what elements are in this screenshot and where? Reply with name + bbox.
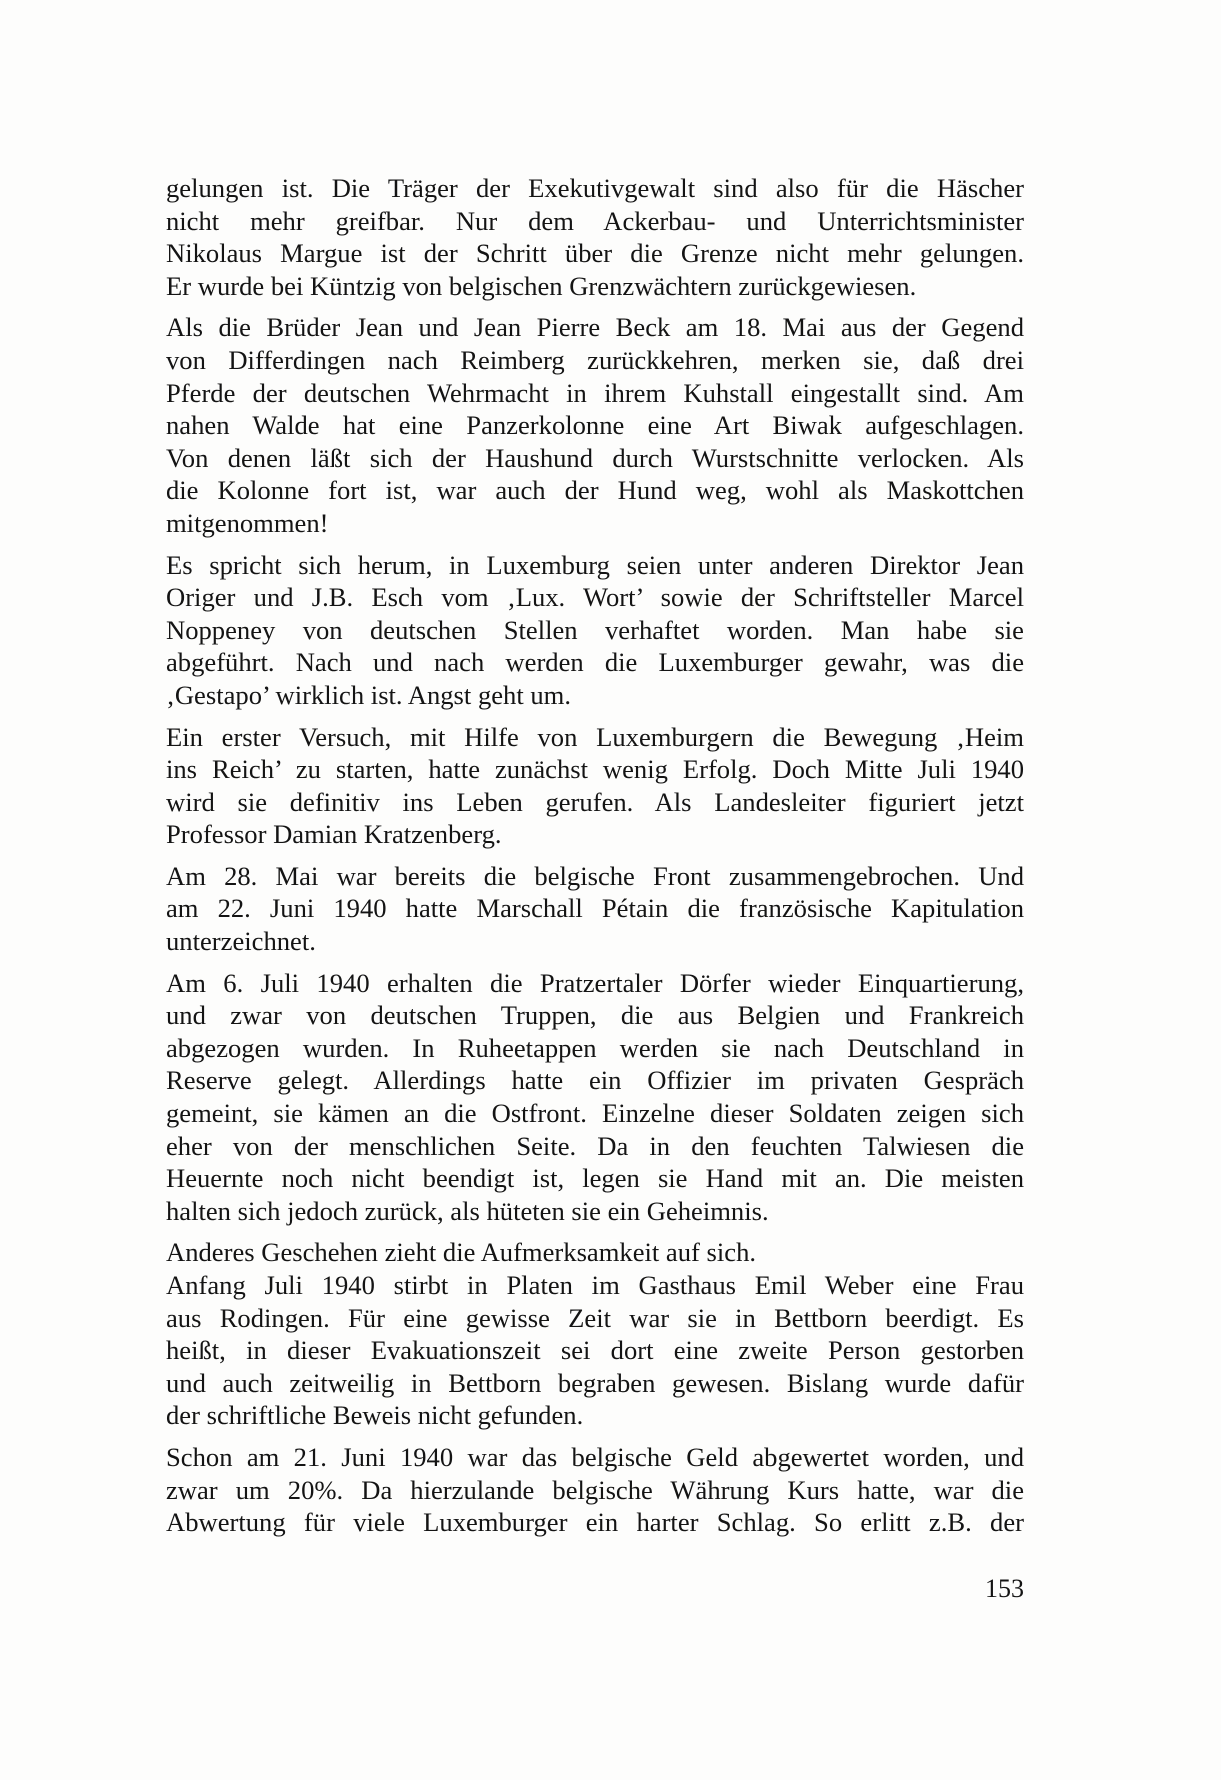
paragraph <box>166 549 1024 712</box>
paragraph <box>166 721 1024 851</box>
text-line: Es spricht sich herum, in Luxemburg seien unter anderen Direktor Jean <box>166 549 1024 580</box>
text-line: Am 6. Juli 1940 erhalten die Pratzertaler Dörfer wieder Einquartierung, <box>166 967 1024 998</box>
text-line: gelungen ist. Die Träger der Exekutivgewalt sind also für die Häscher <box>166 173 1024 203</box>
text-line: Schon am 21. Juni 1940 war das belgische Geld abgewertet worden, und <box>166 1441 1024 1472</box>
text-line: Pferde der deutschen Wehrmacht in ihrem Kuhstall eingestallt sind. Am <box>166 377 1024 408</box>
paragraph <box>166 860 1024 958</box>
text-line: nahen Walde hat eine Panzerkolonne eine Art Biwak aufgeschlagen. <box>166 410 1024 441</box>
text-line: Reserve gelegt. Allerdings hatte ein Offizier im privaten Gespräch <box>166 1065 1024 1096</box>
text-line: und auch zeitweilig in Bettborn begraben gewesen. Bislang wurde dafür <box>166 1367 1024 1398</box>
paragraph <box>166 967 1024 1228</box>
paragraph <box>166 1269 1024 1432</box>
text-line: der schriftliche Beweis nicht gefunden. <box>166 1400 584 1431</box>
text-line: abgezogen wurden. In Ruheetappen werden sie nach Deutschland in <box>166 1032 1024 1063</box>
text-line: Von denen läßt sich der Haushund durch Wurstschnitte verlocken. Als <box>166 442 1024 473</box>
text-line: nicht mehr greifbar. Nur dem Ackerbau- und Unterrichtsminister <box>166 205 1024 236</box>
text-line: Als die Brüder Jean und Jean Pierre Beck am 18. Mai aus der Gegend <box>166 312 1024 343</box>
text-line: heißt, in dieser Evakuationszeit sei dort eine zweite Person gestorben <box>166 1335 1024 1366</box>
text-line: und zwar von deutschen Truppen, die aus Belgien und Frankreich <box>166 1000 1024 1031</box>
text-line: Er wurde bei Küntzig von belgischen Grenzwächtern zurückgewiesen. <box>166 270 917 301</box>
text-line: von Differdingen nach Reimberg zurückkehren, merken sie, daß drei <box>166 344 1024 375</box>
text-line: halten sich jedoch zurück, als hüteten sie ein Geheimnis. <box>166 1195 769 1226</box>
paragraph <box>166 1441 1024 1539</box>
text-line: Nikolaus Margue ist der Schritt über die Grenze nicht mehr gelungen. <box>166 238 1024 269</box>
text-line: Am 28. Mai war bereits die belgische Front zusammengebrochen. Und <box>166 860 1024 891</box>
text-line: abgeführt. Nach und nach werden die Luxemburger gewahr, was die <box>166 647 1024 678</box>
text-line: ins Reich’ zu starten, hatte zunächst wenig Erfolg. Doch Mitte Juli 1940 <box>166 754 1024 785</box>
text-line: Ein erster Versuch, mit Hilfe von Luxemburgern die Bewegung ‚Heim <box>166 721 1024 752</box>
text-line: eher von der menschlichen Seite. Da in den feuchten Talwiesen die <box>166 1130 1024 1161</box>
text-line: Heuernte noch nicht beendigt ist, legen sie Hand mit an. Die meisten <box>166 1163 1024 1194</box>
text-line: die Kolonne fort ist, war auch der Hund weg, wohl als Maskottchen <box>166 475 1024 506</box>
text-line: aus Rodingen. Für eine gewisse Zeit war sie in Bettborn beerdigt. Es <box>166 1302 1024 1333</box>
text-line: ‚Gestapo’ wirklich ist. Angst geht um. <box>166 679 572 710</box>
text-line: gemeint, sie kämen an die Ostfront. Einzelne dieser Soldaten zeigen sich <box>166 1098 1024 1129</box>
paragraph <box>166 1236 1024 1269</box>
text-line: Noppeney von deutschen Stellen verhaftet worden. Man habe sie <box>166 614 1024 645</box>
page-number: 153 <box>985 1574 1024 1603</box>
paragraph <box>166 172 1024 302</box>
body-text <box>166 172 1024 1548</box>
text-line: am 22. Juni 1940 hatte Marschall Pétain die französische Kapitulation <box>166 893 1024 924</box>
paragraph <box>166 311 1024 539</box>
text-line: wird sie definitiv ins Leben gerufen. Als Landesleiter figuriert jetzt <box>166 786 1024 817</box>
text-line: Professor Damian Kratzenberg. <box>166 819 502 850</box>
text-line: Anderes Geschehen zieht die Aufmerksamkeit auf sich. <box>166 1237 757 1268</box>
text-line: zwar um 20%. Da hierzulande belgische Währung Kurs hatte, war die <box>166 1474 1024 1505</box>
text-line: Abwertung für viele Luxemburger ein harter Schlag. So erlitt z.B. der <box>166 1507 1024 1538</box>
text-line: Anfang Juli 1940 stirbt in Platen im Gasthaus Emil Weber eine Frau <box>166 1270 1024 1300</box>
text-line: Origer und J.B. Esch vom ‚Lux. Wort’ sowie der Schriftsteller Marcel <box>166 582 1024 613</box>
text-line: unterzeichnet. <box>166 926 316 957</box>
text-line: mitgenommen! <box>166 507 329 538</box>
